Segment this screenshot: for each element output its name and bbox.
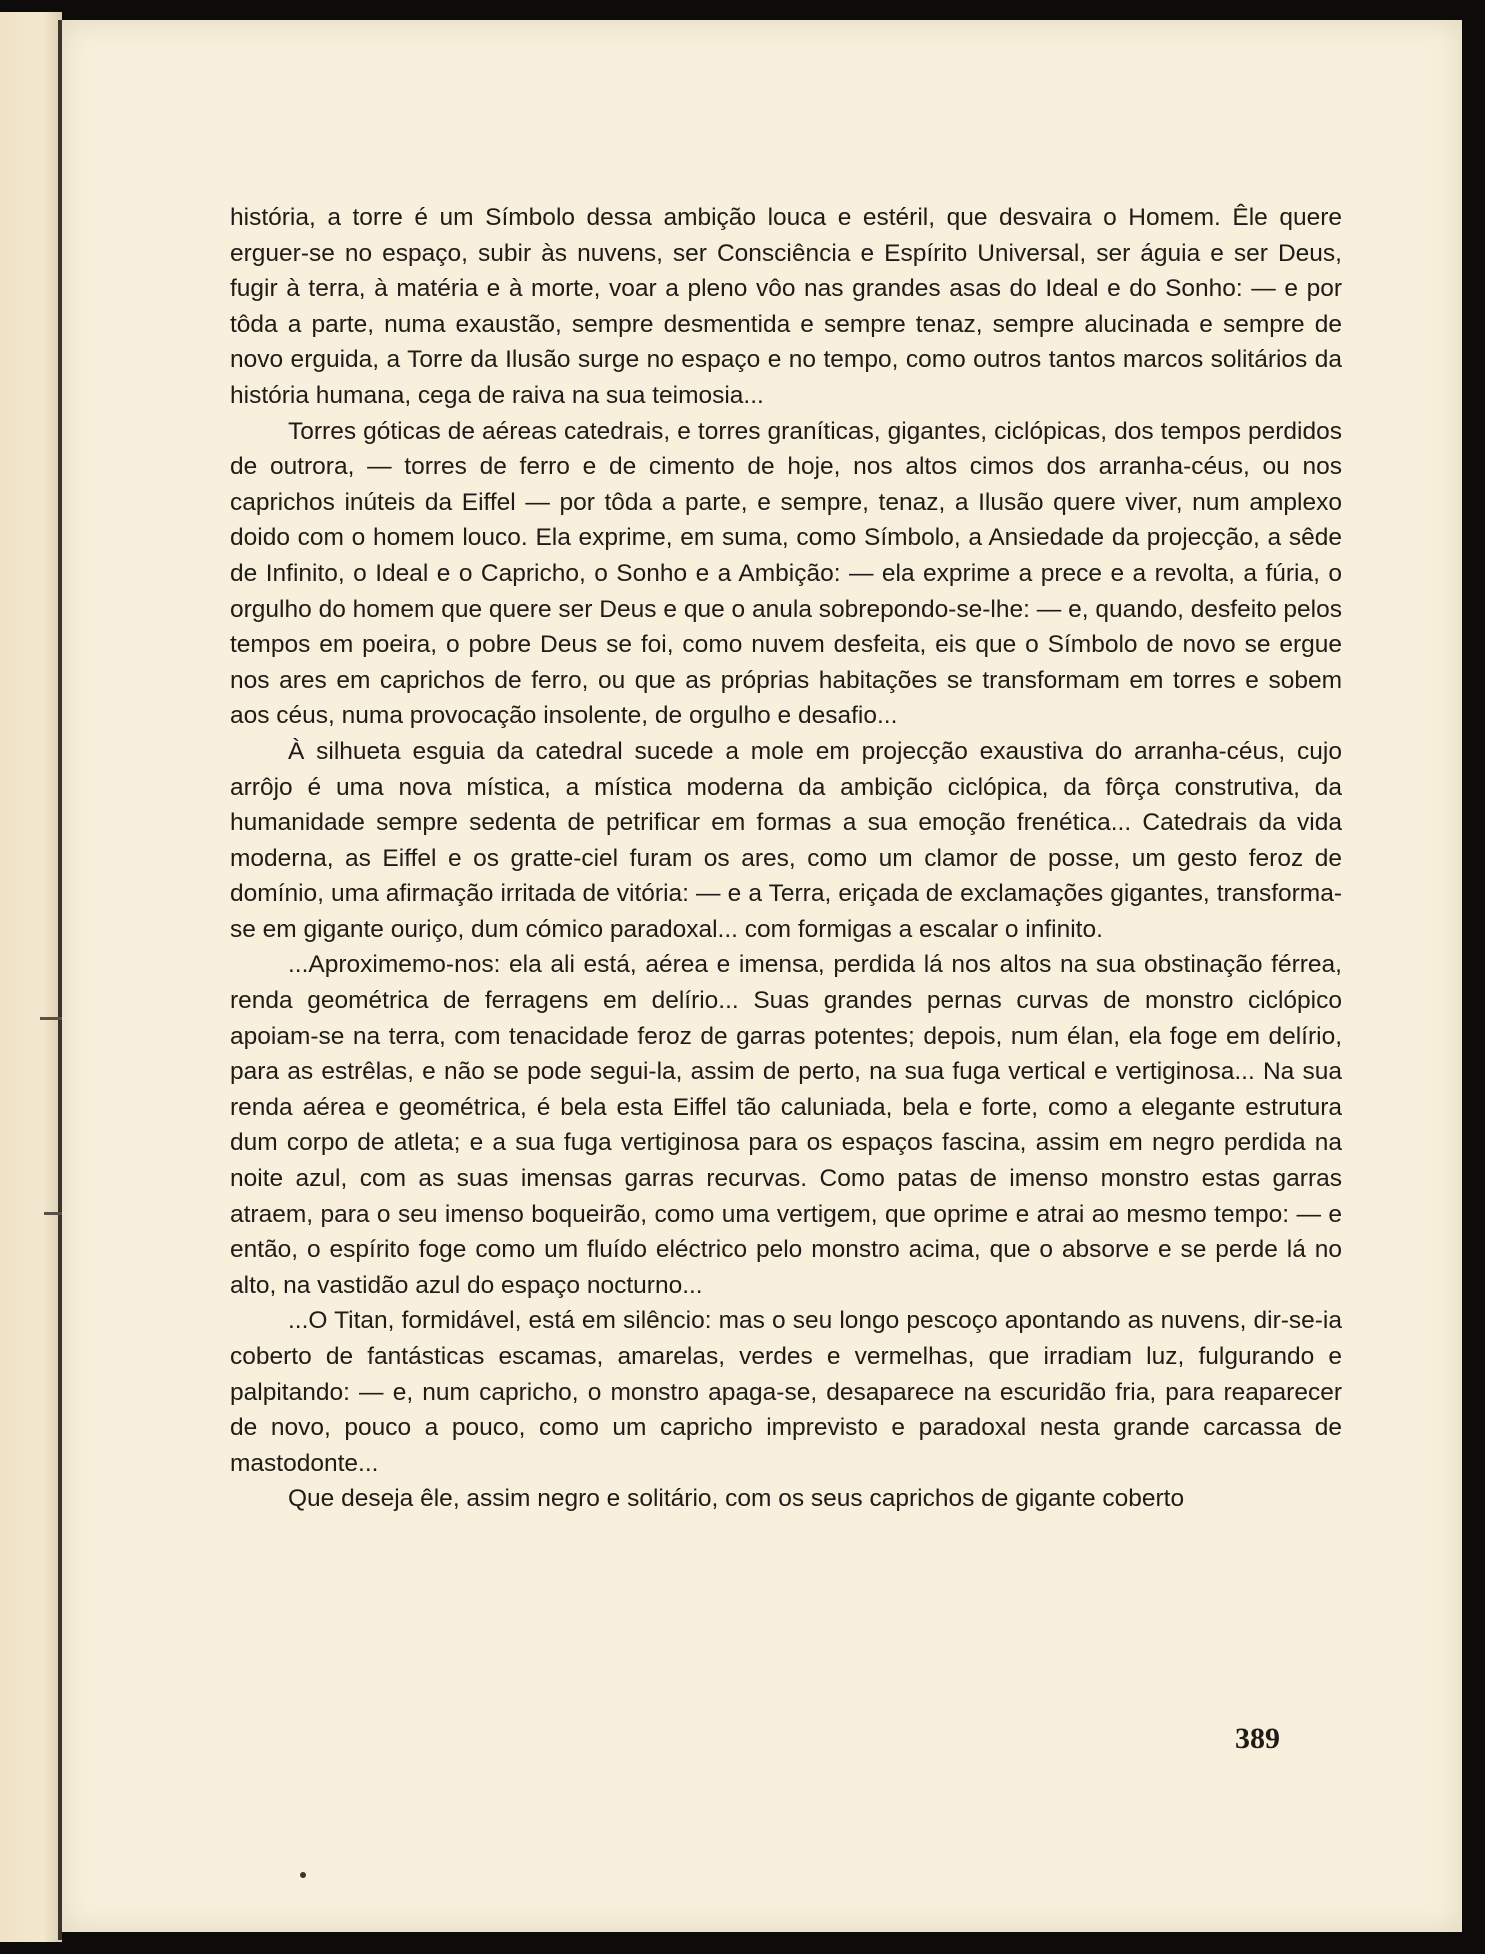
paragraph: Que deseja êle, assim negro e solitário, com os seus caprichos de gigante coberto (288, 1485, 1185, 1513)
page-speck (300, 1872, 306, 1878)
paragraph: ...Aproximemo-nos: ela ali está, aérea e imensa, perdida lá nos altos na sua obstinação férrea, renda geométrica de ferragens em delírio... Suas grandes pernas curvas de monstro ciclópico apoiam-se na terra, com tenacidade feroz de garras potentes; depois, num élan, ela foge em delírio, para as estrêlas, e não se pode segui-la, assim de perto, na sua fuga vertical e vertiginosa... Na sua renda aérea e geométrica, é bela esta Eiffel tão caluniada, bela e forte, como a elegante estrutura dum corpo de atleta; e a sua fuga vertiginosa para os espaços fascina, assim em negro perdida na noite azul, com as suas imensas garras recurvas. Como patas de imenso monstro estas garras atraem, para o seu imenso boqueirão, como uma vertigem, que oprime e atrai ao mesmo tempo: — e então, o espírito foge como um fluído eléctrico pelo monstro acima, que o absorve e se perde lá no alto, na vastidão azul do espaço nocturno... (230, 951, 1342, 1299)
paragraph: ...O Titan, formidável, está em silêncio: mas o seu longo pescoço apontando as nuvens, dir-se-ia coberto de fantásticas escamas, amarelas, verdes e vermelhas, que irradiam luz, fulgurando e palpitando: — e, num capricho, o monstro apaga-se, desaparece na escuridão fria, para reaparecer de novo, pouco a pouco, como um capricho imprevisto e paradoxal nesta grande carcassa de mastodonte... (230, 1307, 1342, 1477)
margin-tick (44, 1212, 62, 1215)
page-body-text (230, 200, 1342, 1517)
paragraph: À silhueta esguia da catedral sucede a mole em projecção exaustiva do arranha-céus, cujo arrôjo é uma nova mística, a mística moderna da ambição ciclópica, da fôrça construtiva, da humanidade sempre sedenta de petrificar em formas a sua emoção frenética... Catedrais da vida moderna, as Eiffel e os gratte-ciel furam os ares, como um clamor de posse, um gesto feroz de domínio, uma afirmação irritada de vitória: — e a Terra, eriçada de exclamações gigantes, transforma-se em gigante ouriço, dum cómico paradoxal... com formigas a escalar o infinito. (230, 737, 1342, 943)
book-gutter-edge (0, 12, 62, 1942)
page-number: 389 (1235, 1722, 1280, 1755)
paragraph: Torres góticas de aéreas catedrais, e torres graníticas, gigantes, ciclópicas, dos tempos perdidos de outrora, — torres de ferro e de cimento de hoje, nos altos cimos dos arranha-céus, ou nos caprichos inúteis da Eiffel — por tôda a parte, e sempre, tenaz, a Ilusão quere viver, num amplexo doido com o homem louco. Ela exprime, em suma, como Símbolo, a Ansiedade da projecção, a sêde de Infinito, o Ideal e o Capricho, o Sonho e a Ambição: — ela exprime a prece e a revolta, a fúria, o orgulho do homem que quere ser Deus e que o anula sobrepondo-se-lhe: — e, quando, desfeito pelos tempos em poeira, o pobre Deus se foi, como nuvem desfeita, eis que o Símbolo de novo se ergue nos ares em caprichos de ferro, ou que as próprias habitações se transformam em torres e sobem aos céus, numa provocação insolente, de orgulho e desafio... (230, 417, 1342, 730)
paragraph: história, a torre é um Símbolo dessa ambição louca e estéril, que desvaira o Homem. Êle quere erguer-se no espaço, subir às nuvens, ser Consciência e Espírito Universal, ser águia e ser Deus, fugir à terra, à matéria e à morte, voar a pleno vôo nas grandes asas do Ideal e do Sonho: — e por tôda a parte, numa exaustão, sempre desmentida e sempre tenaz, sempre alucinada e sempre de novo erguida, a Torre da Ilusão surge no espaço e no tempo, como outros tantos marcos solitários da história humana, cega de raiva na sua teimosia... (230, 204, 1342, 409)
margin-tick (40, 1017, 62, 1020)
